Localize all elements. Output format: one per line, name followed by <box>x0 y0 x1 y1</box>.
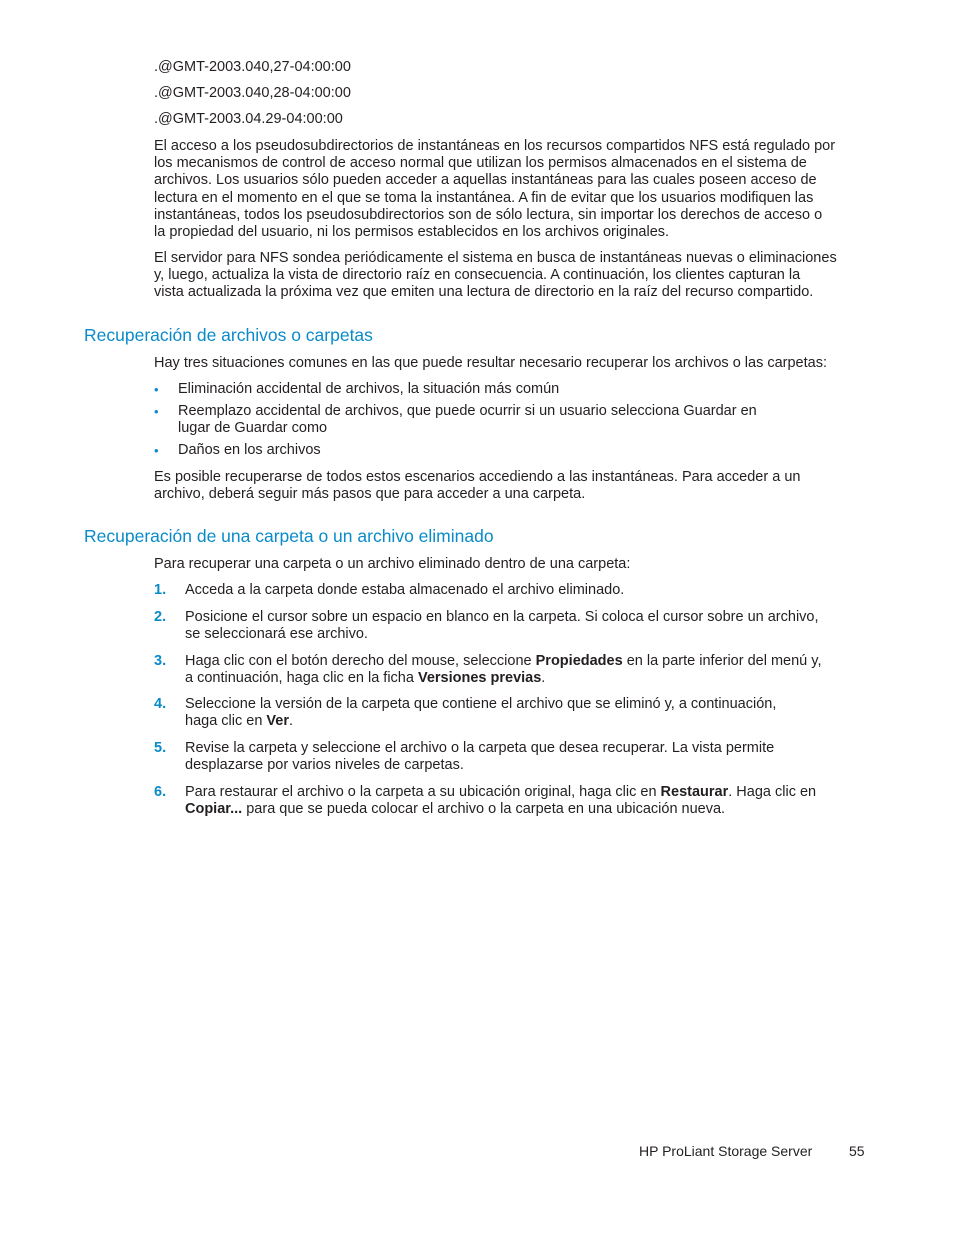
document-page: .@GMT-2003.040,27-04:00:00 .@GMT-2003.040,28-04:00:00 .@GMT-2003.04.29-04:00:00 El acceso a los pseudosubdirectorios de instantáneas en los recursos compartidos NFS está regulado por los mecanismos de control de acceso normal que utilizan los permisos almacenados en el sistema de archivos. Los usuarios sólo pueden acceder a aquellas instantáneas para las cuales poseen acceso de lectura en el momento en el que se toma la instantánea. A fin de evitar que los usuarios modifiquen las instantáneas, todos los pseudosubdirectorios son de sólo lectura, sin importar los derechos de acceso o la propiedad del usuario, ni los permisos establecidos en los archivos originales. El servidor para NFS sondea periódicamente el sistema en busca de instantáneas nuevas o eliminaciones y, luego, actualiza la vista de directorio raíz en consecuencia. A continuación, los clientes capturan la vista actualizada la próxima vez que emiten una lectura de directorio en la raíz del recurso compartido. Recuperación de archivos o carpetas Hay tres situaciones comunes en las que puede resultar necesario recuperar los archivos o las carpetas: • Eliminación accidental de archivos, la situación más común • Reemplazo accidental de archivos, que puede ocurrir si un usuario selecciona Guardar en lugar de Guardar como • Daños en los archivos Es posible recuperarse de todos estos escenarios accediendo a las instantáneas. Para acceder a un archivo, deberá seguir más pasos que para acceder a una carpeta. Recuperación de una carpeta o un archivo eliminado Para recuperar una carpeta o un archivo eliminado dentro de una carpeta: 1. Acceda a la carpeta donde estaba almacenado el archivo eliminado. 2. Posicione el cursor sobre un espacio en blanco en la carpeta. Si coloca el cursor sobre un archivo, se seleccionará ese archivo. 3. Haga clic con el botón derecho del mouse, seleccione Propiedades en la parte inferior del menú y, a continuación, haga clic en la ficha Versiones previas. 4. Seleccione la versión de la carpeta que contiene el archivo que se eliminó y, a continuación, haga clic en Ver. 5. Revise la carpeta y seleccione el archivo o la carpeta que desea recuperar. La vista permite desplazarse por varios niveles de carpetas. 6. Para restaurar el archivo o la carpeta a su ubicación original, haga clic en Restaurar. Haga clic en Copiar... para que se pueda colocar el archivo o la carpeta en una ubicación nueva. HP ProLiant Storage Server 55 <box>84 59 865 1159</box>
bullet-icon: • <box>154 382 159 397</box>
step-number: 6. <box>154 784 167 800</box>
snapshot-path: .@GMT-2003.040,28-04:00:00 <box>154 85 351 101</box>
section-closing-paragraph: Es posible recuperarse de todos estos escenarios accediendo a las instantáneas. Para acceder a un archivo, deberá seguir más pasos que para acceder a una carpeta. <box>154 469 801 503</box>
step-number: 1. <box>154 582 167 598</box>
ui-term-copiar: Copiar... <box>185 801 243 818</box>
nfs-paragraph: El servidor para NFS sondea periódicamente el sistema en busca de instantáneas nuevas o eliminaciones y, luego, actualiza la vista de directorio raíz en consecuencia. A continuación, los clientes capturan la vista actualizada la próxima vez que emiten una lectura de directorio en la raíz del recurso compartido. <box>154 250 837 301</box>
section-heading-file-recovery: Recuperación de archivos o carpetas <box>84 325 373 345</box>
section-intro: Para recuperar una carpeta o un archivo eliminado dentro de una carpeta: <box>154 556 631 572</box>
bullet-icon: • <box>154 443 159 458</box>
footer-title: HP ProLiant Storage Server <box>639 1143 813 1159</box>
ui-term-versiones-previas: Versiones previas <box>417 670 542 687</box>
step-number: 3. <box>154 653 167 669</box>
page-number: 55 <box>849 1143 865 1159</box>
ui-term-propiedades: Propiedades <box>535 653 623 669</box>
bullet-icon: • <box>154 404 159 419</box>
snapshot-path: .@GMT-2003.040,27-04:00:00 <box>154 59 351 75</box>
ui-term-ver: Ver <box>266 713 290 730</box>
section-intro: Hay tres situaciones comunes en las que puede resultar necesario recuperar los archivos o las carpetas: <box>154 355 827 371</box>
ui-term-restaurar: Restaurar <box>660 784 729 800</box>
step-number: 5. <box>154 740 167 756</box>
step-number: 4. <box>154 696 167 712</box>
access-paragraph: El acceso a los pseudosubdirectorios de instantáneas en los recursos compartidos NFS está regulado por los mecanismos de control de acceso normal que utilizan los permisos almacenados en el sistema de archivos. Los usuarios sólo pueden acceder a aquellas instantáneas para las cuales poseen acceso de lectura en el momento en el que se toma la instantánea. A fin de evitar que los usuarios modifiquen las instantáneas, todos los pseudosubdirectorios son de sólo lectura, sin importar los derechos de acceso o la propiedad del usuario, ni los permisos establecidos en los archivos originales. <box>154 138 836 241</box>
step-number: 2. <box>154 609 167 625</box>
section-heading-deleted-recovery: Recuperación de una carpeta o un archivo eliminado <box>84 526 494 546</box>
snapshot-path: .@GMT-2003.04.29-04:00:00 <box>154 111 343 127</box>
